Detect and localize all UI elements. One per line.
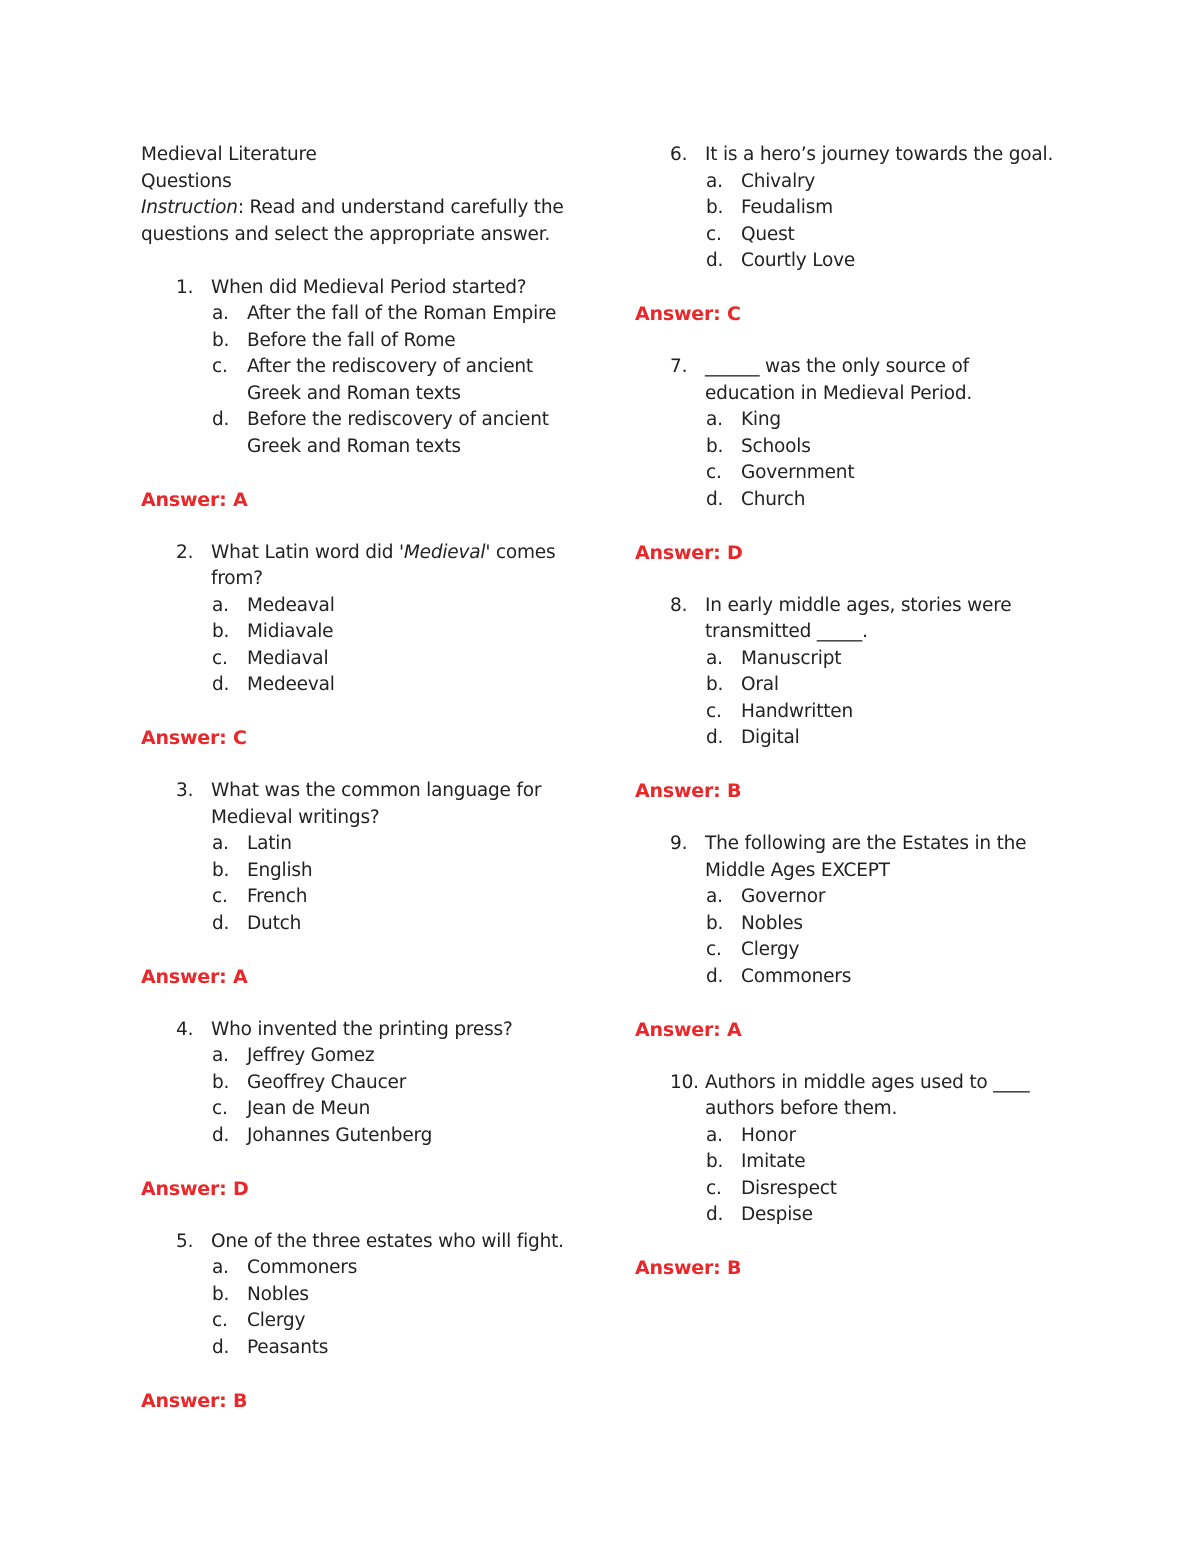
option-text: English [247, 859, 313, 881]
question-number: 7. [670, 356, 688, 377]
spacer [141, 460, 581, 487]
spacer [635, 805, 1075, 832]
question-text-part: comes [490, 541, 556, 563]
option-item [635, 672, 1075, 699]
question-text [635, 142, 1075, 169]
option-letter: b. [706, 197, 724, 218]
option-letter: a. [212, 1257, 229, 1278]
option-letter: d. [212, 674, 230, 695]
option-item [141, 858, 581, 885]
option-text: Medeeval [247, 674, 335, 695]
question-text [141, 1229, 581, 1256]
spacer [141, 937, 581, 964]
option-text: Schools [741, 435, 811, 457]
answer-label: Answer: A [635, 1018, 742, 1041]
option-item [141, 1043, 581, 1070]
spacer [141, 1414, 581, 1441]
option-text: Commoners [741, 965, 852, 987]
question-text [635, 593, 1075, 620]
question-text-part: It is a hero’s journey towards the goal. [705, 144, 1054, 165]
option-item [635, 1176, 1075, 1203]
option-letter: c. [706, 939, 722, 960]
option-text: Commoners [247, 1257, 358, 1278]
option-item [635, 434, 1075, 461]
option-letter: b. [706, 912, 724, 934]
answer-label: Answer: B [635, 1257, 742, 1279]
option-item [635, 407, 1075, 434]
option-text: Quest [741, 223, 795, 245]
option-text: Disrespect [741, 1177, 837, 1199]
option-item [635, 460, 1075, 487]
question-number: 2. [176, 541, 194, 563]
option-letter: a. [212, 594, 229, 616]
option-item [635, 911, 1075, 938]
option-item [141, 672, 581, 699]
answer-label: Answer: A [141, 488, 248, 511]
option-item [635, 169, 1075, 196]
option-item [141, 1070, 581, 1097]
option-text: Manuscript [741, 647, 842, 669]
option-letter: b. [706, 674, 724, 695]
option-letter: d. [706, 727, 724, 748]
question-block [635, 354, 1075, 593]
option-text: After the rediscovery of ancient [247, 356, 533, 377]
question-block [635, 1070, 1075, 1309]
option-item [635, 222, 1075, 249]
option-letter: a. [212, 1045, 229, 1066]
spacer [635, 513, 1075, 540]
option-item [635, 487, 1075, 514]
option-item [141, 1282, 581, 1309]
option-letter: d. [212, 912, 230, 934]
option-text: Clergy [741, 939, 800, 960]
option-letter: b. [706, 1151, 724, 1172]
option-item [141, 646, 581, 673]
document-subtitle: Questions [141, 170, 232, 192]
answer-label: Answer: B [141, 1389, 248, 1412]
option-text: Oral [741, 674, 779, 695]
question-block [141, 540, 581, 779]
option-letter: d. [706, 250, 724, 271]
option-item [141, 407, 581, 434]
spacer [635, 990, 1075, 1017]
option-text: Governor [741, 886, 826, 907]
instruction-text: : Read and understand carefully the [237, 197, 564, 218]
answer-label: Answer: B [635, 780, 742, 802]
spacer [635, 752, 1075, 779]
option-letter: c. [706, 462, 722, 483]
option-text: Dutch [247, 912, 302, 934]
option-letter: d. [212, 409, 230, 430]
question-number: 9. [670, 833, 688, 854]
spacer [635, 1043, 1075, 1070]
option-letter: c. [212, 1098, 228, 1119]
option-text: Chivalry [741, 170, 816, 192]
question-text-continued: from? [211, 568, 263, 589]
answer-label: Answer: A [141, 965, 248, 988]
option-item [141, 911, 581, 938]
option-letter: a. [706, 647, 723, 669]
spacer [141, 1149, 581, 1176]
answer-label: Answer: D [635, 541, 743, 564]
option-letter: b. [706, 435, 724, 457]
question-text [141, 1017, 581, 1044]
option-item [141, 1335, 581, 1362]
option-item [635, 884, 1075, 911]
question-text [141, 275, 581, 302]
question-number: 5. [176, 1230, 194, 1252]
question-text [635, 354, 1075, 381]
question-text-part: When did Medieval Period started? [211, 276, 527, 298]
option-item [141, 301, 581, 328]
option-letter: a. [706, 1124, 723, 1146]
option-text: Medeaval [247, 594, 335, 616]
option-text: Despise [741, 1204, 813, 1225]
option-item [141, 884, 581, 911]
option-text: Peasants [247, 1336, 329, 1358]
option-text: After the fall of the Roman Empire [247, 303, 557, 324]
question-block [141, 1229, 581, 1441]
question-text-part: The following are the Estates in the [705, 833, 1027, 854]
option-item [635, 195, 1075, 222]
option-item [635, 937, 1075, 964]
option-item [635, 1149, 1075, 1176]
question-block [141, 778, 581, 1017]
question-number: 1. [176, 276, 194, 298]
question-text-continued: education in Medieval Period. [705, 382, 973, 404]
option-text: Jeffrey Gomez [247, 1045, 375, 1066]
option-letter: c. [212, 647, 228, 669]
option-text: Church [741, 488, 806, 510]
option-item [141, 831, 581, 858]
option-text-continued: Greek and Roman texts [247, 382, 461, 404]
option-text: Before the rediscovery of ancient [247, 409, 549, 430]
question-text [635, 1070, 1075, 1097]
question-text-part: One of the three estates who will fight. [211, 1230, 564, 1252]
spacer [141, 1361, 581, 1388]
option-letter: a. [212, 303, 229, 324]
right-column [635, 142, 1075, 1308]
option-letter: c. [706, 223, 722, 245]
question-text-part: What Latin word did [211, 541, 399, 563]
answer-label: Answer: C [635, 303, 741, 325]
question-text-continued: Middle Ages EXCEPT [705, 859, 890, 881]
option-letter: a. [706, 409, 723, 430]
option-letter: b. [212, 621, 230, 642]
option-text: Handwritten [741, 700, 854, 722]
instruction-line-2: questions and select the appropriate answer. [141, 223, 551, 245]
option-letter: d. [706, 965, 724, 987]
option-text: Midiavale [247, 621, 334, 642]
spacer [635, 1229, 1075, 1256]
spacer [141, 990, 581, 1017]
question-text-part: 'Medieval' [399, 541, 491, 563]
option-letter: d. [212, 1336, 230, 1358]
question-text-part: What was the common language for [211, 780, 542, 801]
option-item [635, 964, 1075, 991]
option-text: Jean de Meun [247, 1098, 371, 1119]
option-item [141, 1123, 581, 1150]
option-text: Nobles [247, 1283, 309, 1305]
option-text: Latin [247, 833, 292, 854]
spacer [635, 566, 1075, 593]
question-block [141, 1017, 581, 1229]
answer-label: Answer: D [141, 1177, 249, 1200]
option-text: Government [741, 462, 855, 483]
option-item [141, 1096, 581, 1123]
option-text: French [247, 886, 308, 907]
document-title: Medieval Literature [141, 144, 317, 165]
option-letter: a. [706, 886, 723, 907]
question-block [141, 275, 581, 540]
question-text-part: Authors in middle ages used to ____ [705, 1071, 1030, 1093]
spacer [141, 752, 581, 779]
option-item [635, 1202, 1075, 1229]
question-number: 3. [176, 780, 194, 801]
instruction-line-1 [141, 195, 581, 222]
option-text: Before the fall of Rome [247, 329, 456, 351]
option-text: Courtly Love [741, 250, 856, 271]
option-text: Mediaval [247, 647, 329, 669]
option-item [141, 354, 581, 381]
option-text: King [741, 409, 781, 430]
option-item [635, 725, 1075, 752]
question-block [635, 831, 1075, 1070]
option-letter: b. [212, 859, 230, 881]
option-letter: d. [212, 1124, 230, 1146]
option-text: Feudalism [741, 197, 833, 218]
spacer [635, 328, 1075, 355]
question-text [141, 778, 581, 805]
option-letter: b. [212, 329, 230, 351]
option-letter: b. [212, 1071, 230, 1093]
question-text-part: Who invented the printing press? [211, 1018, 513, 1040]
spacer [141, 1202, 581, 1229]
spacer [141, 513, 581, 540]
spacer [635, 1282, 1075, 1309]
option-letter: c. [212, 886, 228, 907]
option-letter: c. [706, 700, 722, 722]
question-text [635, 831, 1075, 858]
option-item [635, 646, 1075, 673]
option-text: Digital [741, 727, 800, 748]
option-text: Geoffrey Chaucer [247, 1071, 407, 1093]
option-text: Clergy [247, 1310, 306, 1331]
option-text: Honor [741, 1124, 796, 1146]
option-letter: d. [706, 1204, 724, 1225]
option-item [141, 593, 581, 620]
option-text: Johannes Gutenberg [247, 1124, 433, 1146]
question-block [635, 593, 1075, 832]
option-text: Nobles [741, 912, 803, 934]
question-number: 4. [176, 1018, 194, 1040]
option-letter: d. [706, 488, 724, 510]
question-text-part: ______ was the only source of [705, 356, 969, 377]
option-item [141, 619, 581, 646]
question-text-continued: Medieval writings? [211, 806, 380, 828]
option-text: Imitate [741, 1151, 806, 1172]
option-item [141, 1255, 581, 1282]
option-item [141, 1308, 581, 1335]
option-item [141, 328, 581, 355]
option-text-continued: Greek and Roman texts [247, 435, 461, 457]
question-text [141, 540, 581, 567]
question-text-part: In early middle ages, stories were [705, 594, 1012, 616]
left-column [141, 142, 581, 1441]
option-letter: a. [706, 170, 723, 192]
option-item [635, 248, 1075, 275]
option-item [635, 699, 1075, 726]
answer-label: Answer: C [141, 727, 247, 749]
option-letter: c. [706, 1177, 722, 1199]
option-letter: a. [212, 833, 229, 854]
question-number: 6. [670, 144, 688, 165]
option-letter: b. [212, 1283, 230, 1305]
instruction-label: Instruction [141, 197, 238, 218]
question-block [635, 142, 1075, 354]
option-letter: c. [212, 1310, 228, 1331]
option-letter: c. [212, 356, 228, 377]
spacer [141, 699, 581, 726]
spacer [141, 248, 581, 275]
spacer [635, 275, 1075, 302]
question-number: 10. [670, 1071, 699, 1093]
option-item [635, 1123, 1075, 1150]
question-text-continued: authors before them. [705, 1098, 898, 1119]
question-text-continued: transmitted _____. [705, 621, 868, 642]
question-number: 8. [670, 594, 688, 616]
